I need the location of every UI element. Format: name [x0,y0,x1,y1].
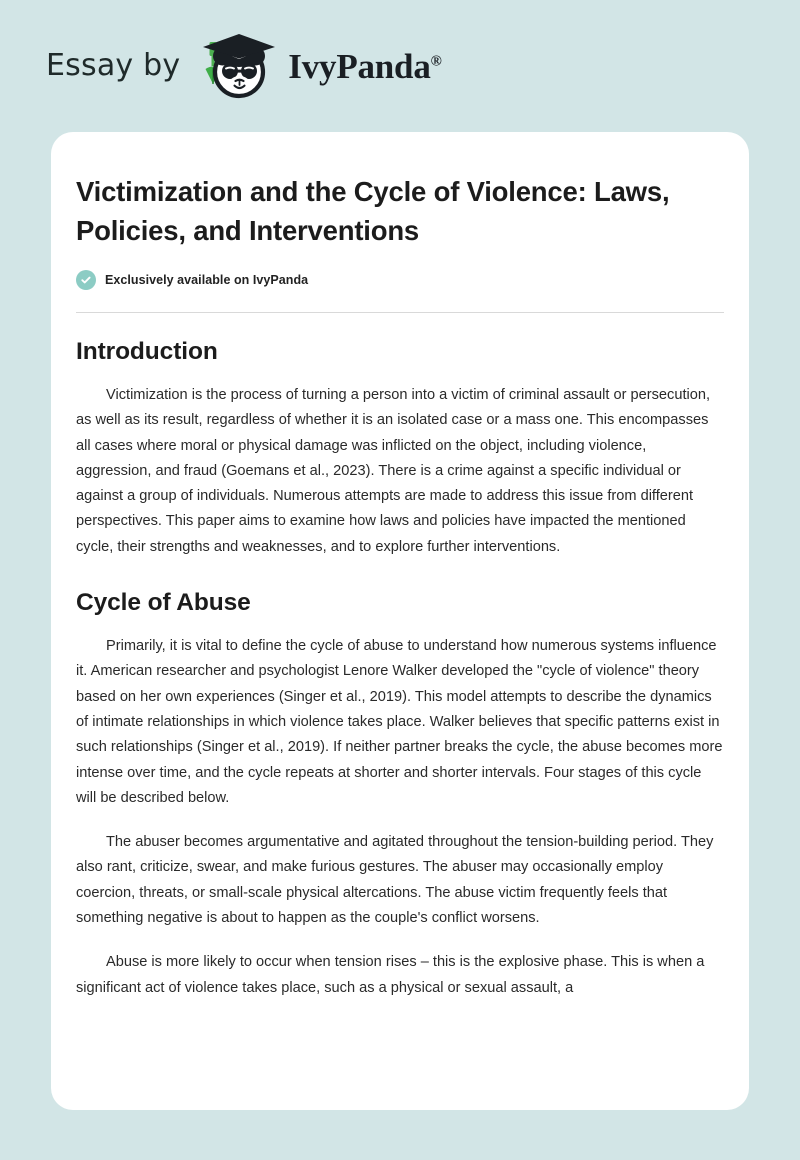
page-title: Victimization and the Cycle of Violence: Laws, Policies, and Interventions [76,176,670,246]
title-divider [76,312,724,313]
document-card [51,132,749,1110]
brand-wordmark [288,46,442,86]
paragraph: Abuse is more likely to occur when tension rises – this is the explosive phase. This is when a significant act of violence takes place, such as a physical or sexual assault, a [76,954,705,996]
ivypanda-logo[interactable] [194,28,441,104]
paragraph: The abuser becomes argumentative and agitated throughout the tension-building period. They also rant, criticize, swear, and make furious gestures. The abuser may occasionally employ coercion, threats, or small-scale physical altercations. The abuse victim frequently feels that something negative is about to happen as the couple's conflict worsens. [76,834,714,927]
exclusive-availability-badge [76,270,724,290]
section-heading-introduction: Introduction [76,338,218,365]
exclusive-availability-label: Exclusively available on IvyPanda [105,273,309,287]
registered-trademark-mark: ® [430,52,442,69]
brand-lockup [46,28,442,104]
essay-by-label: Essay by [46,48,181,83]
brand-name-text: IvyPanda [288,46,431,86]
paragraph: Victimization is the process of turning a person into a victim of criminal assault or persecution, as well as its result, regardless of whether it is an isolated case or a mass one. This encompasses all cases where moral or physical damage was inflicted on the object, including violence, aggression, and fraud (Goemans et al., 2023). There is a crime against a specific individual or against a group of individuals. Numerous attempts are made to address this issue from different perspectives. This paper aims to examine how laws and policies have impacted the mentioned cycle, their strengths and weaknesses, and to explore further interventions. [76,387,711,555]
check-circle-icon [76,270,96,290]
document-content [51,132,749,1001]
paragraph: Primarily, it is vital to define the cycle of abuse to understand how numerous systems influence it. American researcher and psychologist Lenore Walker developed the "cycle of violence" theory based on her own experiences (Singer et al., 2019). This model attempts to describe the dynamics of intimate relationships in which violence takes place. Walker believes that specific patterns exist in such relationships (Singer et al., 2019). If neither partner breaks the cycle, the abuse becomes more intense over time, and the cycle repeats at shorter and shorter intervals. Four stages of this cycle will be described below. [76,638,723,806]
section-heading-cycle-of-abuse: Cycle of Abuse [76,589,251,617]
panda-graduate-icon [194,28,280,104]
brand-header [0,0,800,132]
